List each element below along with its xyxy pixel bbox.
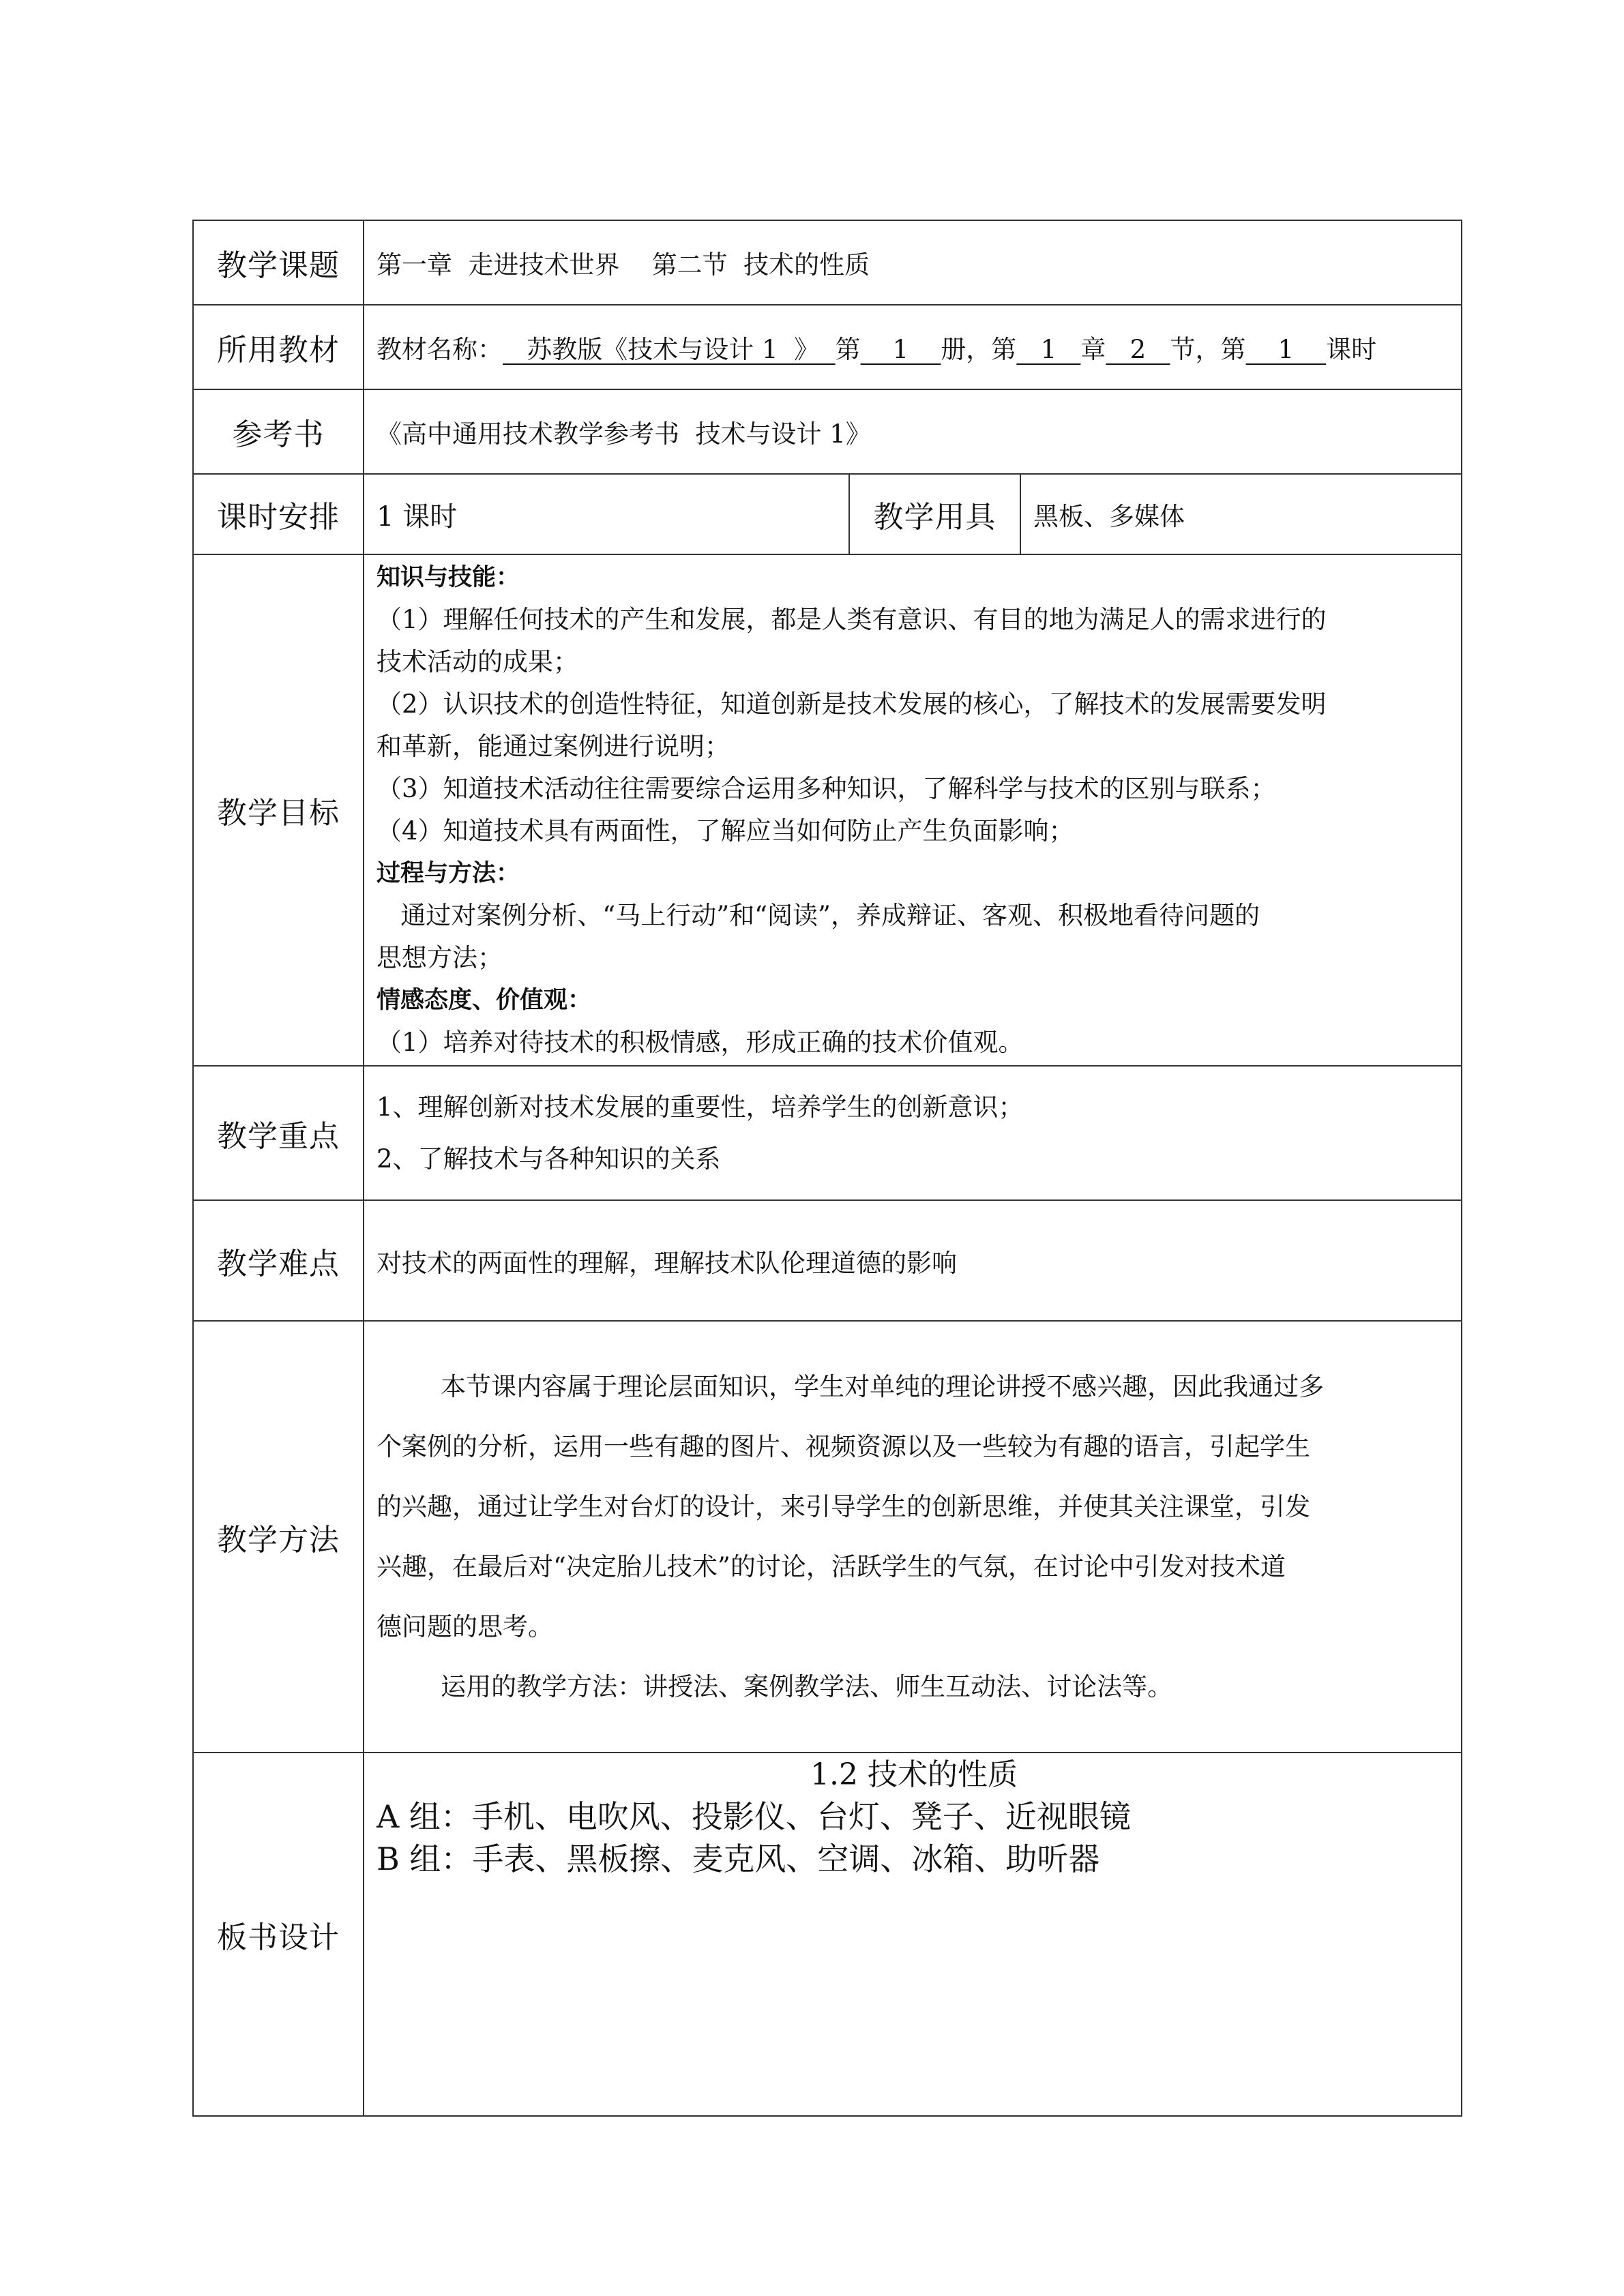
method-line: 的兴趣，通过让学生对台灯的设计，来引导学生的创新思维，并使其关注课堂，引发 [377,1491,1310,1521]
attitude-heading: 情感态度、价值观： [377,987,592,1014]
board-content [364,1753,1462,2116]
schedule-label: 课时安排 [193,474,364,554]
method-line: 运用的教学方法：讲授法、案例教学法、师生互动法、讨论法等。 [377,1671,1173,1701]
knowledge-line: （1）理解任何技术的产生和发展，都是人类有意识、有目的地为满足人的需求进行的 [377,605,1327,634]
knowledge-line: 和革新，能通过案例进行说明； [377,732,730,761]
textbook-volume: 1 [860,335,941,364]
topic-label: 教学课题 [193,220,364,305]
reference-value: 《高中通用技术教学参考书 技术与设计 1》 [364,389,1462,474]
knowledge-heading: 知识与技能： [377,564,520,591]
tools-label: 教学用具 [849,474,1020,554]
row-difficulties [193,1200,1462,1321]
textbook-section-unit: 节，第 [1170,335,1246,364]
textbook-label: 所用教材 [193,305,364,389]
key-point-line: 2、了解技术与各种知识的关系 [377,1144,721,1174]
knowledge-line: 技术活动的成果； [377,647,578,676]
method-line: 德问题的思考。 [377,1611,553,1641]
textbook-chapter: 1 [1016,335,1081,364]
row-reference [193,389,1462,474]
board-title: 1.2 技术的性质 [810,1757,1018,1792]
schedule-value: 1 课时 [364,474,849,554]
topic-value: 第一章 走进技术世界 第二节 技术的性质 [364,220,1462,305]
difficulties-value: 对技术的两面性的理解，理解技术队伦理道德的影响 [364,1200,1462,1321]
knowledge-line: （4）知道技术具有两面性，了解应当如何防止产生负面影响； [377,816,1074,846]
method-line: 兴趣，在最后对“决定胎儿技术”的讨论，活跃学生的气氛，在讨论中引发对技术道 [377,1551,1286,1581]
objectives-content [364,554,1462,1066]
process-line: 通过对案例分析、“马上行动”和“阅读”，养成辩证、客观、积极地看待问题的 [377,901,1260,930]
knowledge-line: （3）知道技术活动往往需要综合运用多种知识，了解科学与技术的区别与联系； [377,774,1276,803]
textbook-vol-label: 第 [835,335,861,364]
row-objectives [193,554,1462,1066]
key-points-label: 教学重点 [193,1066,364,1200]
objectives-label: 教学目标 [193,554,364,1066]
board-line: B 组：手表、黑板擦、麦克风、空调、冰箱、助听器 [377,1840,1100,1877]
process-heading: 过程与方法： [377,860,520,887]
row-schedule [193,474,1462,554]
reference-label: 参考书 [193,389,364,474]
difficulties-label: 教学难点 [193,1200,364,1321]
knowledge-line: （2）认识技术的创造性特征，知道创新是技术发展的核心，了解技术的发展需要发明 [377,689,1327,719]
method-line: 个案例的分析，运用一些有趣的图片、视频资源以及一些较为有趣的语言，引起学生 [377,1431,1310,1461]
textbook-lesson-unit: 课时 [1326,335,1377,364]
textbook-chapter-unit: 章 [1080,335,1106,364]
row-board [193,1753,1462,2116]
process-line: 思想方法； [377,943,503,972]
textbook-prefix: 教材名称： [377,335,503,364]
textbook-section: 2 [1106,335,1170,364]
row-methods [193,1321,1462,1753]
tools-value: 黑板、多媒体 [1020,474,1462,554]
methods-content [364,1321,1462,1753]
board-line: A 组：手机、电吹风、投影仪、台灯、凳子、近视眼镜 [377,1798,1131,1835]
attitude-line: （1）培养对待技术的积极情感，形成正确的技术价值观。 [377,1028,1024,1057]
textbook-vol-unit: 册，第 [941,335,1017,364]
textbook-name: 苏教版《技术与设计 1 》 [503,335,836,364]
methods-label: 教学方法 [193,1321,364,1753]
textbook-lesson: 1 [1245,335,1327,364]
row-textbook [193,305,1462,389]
row-key-points [193,1066,1462,1200]
row-topic [193,220,1462,305]
board-label: 板书设计 [193,1753,364,2116]
key-point-line: 1、理解创新对技术发展的重要性，培养学生的创新意识； [377,1092,1024,1122]
method-line: 本节课内容属于理论层面知识，学生对单纯的理论讲授不感兴趣，因此我通过多 [377,1371,1325,1401]
textbook-value [364,305,1462,389]
lesson-plan-table [192,220,1462,2117]
key-points-content [364,1066,1462,1200]
